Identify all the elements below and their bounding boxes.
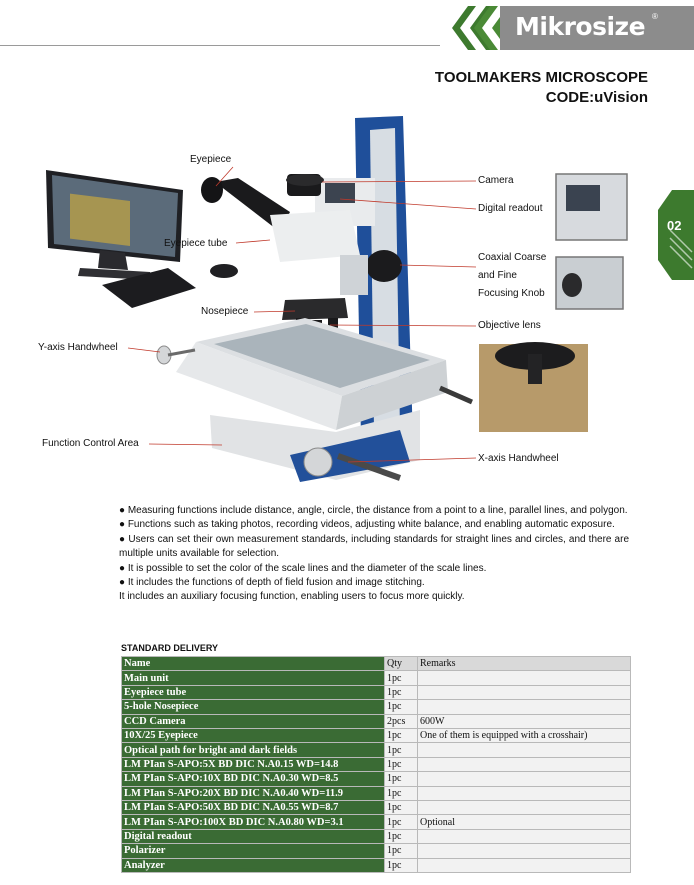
- feature-item: ● It includes the functions of depth of field fusion and image stitching.: [119, 577, 425, 589]
- callout-focus-knob-line3: Focusing Knob: [478, 288, 545, 299]
- table-row: [122, 844, 631, 858]
- header-name: Name: [122, 657, 385, 671]
- item-name-cell: LM PIan S-APO:50X BD DIC N.A0.55 WD=8.7: [122, 801, 385, 815]
- table-row: [122, 685, 631, 699]
- item-name-cell: Digital readout: [122, 829, 385, 843]
- item-qty-cell: 1pc: [385, 685, 418, 699]
- table-row: [122, 729, 631, 743]
- item-remarks-cell: [418, 772, 631, 786]
- table-row: [122, 772, 631, 786]
- item-qty-cell: 1pc: [385, 729, 418, 743]
- brand-logo: Mikrosize: [515, 12, 646, 41]
- item-remarks-cell: [418, 844, 631, 858]
- product-code: CODE:uVision: [545, 89, 648, 106]
- feature-item: ● Measuring functions include distance, angle, circle, the distance from a point to a line, parallel lines, and polygon.: [119, 505, 628, 516]
- callout-x-axis-handwheel: X-axis Handwheel: [478, 453, 559, 464]
- item-remarks-cell: [418, 829, 631, 843]
- item-name-cell: Analyzer: [122, 858, 385, 872]
- feature-item: ● Functions such as taking photos, recording videos, adjusting white balance, and enabling automatic exposure.: [119, 519, 615, 531]
- item-qty-cell: 1pc: [385, 772, 418, 786]
- table-row: [122, 801, 631, 815]
- item-name-cell: Main unit: [122, 671, 385, 685]
- mouse-icon: [210, 264, 238, 278]
- feature-item: ● It is possible to set the color of the scale lines and the diameter of the scale lines.: [119, 562, 487, 574]
- callout-camera: Camera: [478, 175, 514, 186]
- table-row: [122, 786, 631, 800]
- item-remarks-cell: Optional: [418, 815, 631, 829]
- item-name-cell: Polarizer: [122, 844, 385, 858]
- callout-objective-lens: Objective lens: [478, 320, 541, 331]
- callout-nosepiece: Nosepiece: [201, 306, 249, 317]
- item-remarks-cell: [418, 757, 631, 771]
- item-qty-cell: 1pc: [385, 743, 418, 757]
- callout-function-control-area: Function Control Area: [42, 438, 139, 449]
- item-remarks-cell: [418, 801, 631, 815]
- item-remarks-cell: [418, 700, 631, 714]
- item-name-cell: 10X/25 Eyepiece: [122, 729, 385, 743]
- callout-y-axis-handwheel: Y-axis Handwheel: [38, 342, 118, 353]
- item-name-cell: LM PIan S-APO:20X BD DIC N.A0.40 WD=11.9: [122, 786, 385, 800]
- table-row: [122, 829, 631, 843]
- item-qty-cell: 1pc: [385, 786, 418, 800]
- item-qty-cell: 1pc: [385, 700, 418, 714]
- item-qty-cell: 1pc: [385, 858, 418, 872]
- page-number: 02: [667, 218, 682, 233]
- monitor-icon: [46, 170, 183, 280]
- item-name-cell: CCD Camera: [122, 714, 385, 728]
- item-qty-cell: 2pcs: [385, 714, 418, 728]
- header-qty: Qty: [385, 657, 418, 671]
- item-remarks-cell: [418, 858, 631, 872]
- table-row: [122, 671, 631, 685]
- item-qty-cell: 1pc: [385, 829, 418, 843]
- standard-delivery-table: [121, 656, 631, 873]
- item-name-cell: LM PIan S-APO:5X BD DIC N.A0.15 WD=14.8: [122, 757, 385, 771]
- table-row: [122, 815, 631, 829]
- table-header-row: [122, 657, 631, 671]
- item-qty-cell: 1pc: [385, 671, 418, 685]
- table-row: [122, 700, 631, 714]
- item-qty-cell: 1pc: [385, 757, 418, 771]
- table-row: [122, 757, 631, 771]
- item-name-cell: LM PIan S-APO:100X BD DIC N.A0.80 WD=3.1: [122, 815, 385, 829]
- callout-digital-readout: Digital readout: [478, 203, 543, 214]
- item-qty-cell: 1pc: [385, 801, 418, 815]
- header-remarks: Remarks: [418, 657, 631, 671]
- item-name-cell: 5-hole Nosepiece: [122, 700, 385, 714]
- item-remarks-cell: [418, 743, 631, 757]
- table-row: [122, 714, 631, 728]
- feature-list: [119, 504, 629, 605]
- registered-mark: ®: [652, 12, 658, 21]
- feature-item: It includes an auxiliary focusing function, enabling users to focus more quickly.: [119, 591, 465, 603]
- item-remarks-cell: [418, 685, 631, 699]
- table-row: [122, 743, 631, 757]
- item-name-cell: Eyepiece tube: [122, 685, 385, 699]
- item-name-cell: LM PIan S-APO:10X BD DIC N.A0.30 WD=8.5: [122, 772, 385, 786]
- page-title: TOOLMAKERS MICROSCOPE: [434, 69, 648, 86]
- table-row: [122, 858, 631, 872]
- feature-item: ● Users can set their own measurement standards, including standards for straight lines and circles, and there are multiple units available for selection.: [119, 533, 629, 560]
- callout-focus-knob-line2: and Fine: [478, 270, 517, 281]
- item-remarks-cell: [418, 671, 631, 685]
- item-name-cell: Optical path for bright and dark fields: [122, 743, 385, 757]
- item-qty-cell: 1pc: [385, 815, 418, 829]
- table-title: STANDARD DELIVERY: [121, 643, 219, 653]
- callout-focus-knob-line1: Coaxial Coarse: [478, 252, 547, 263]
- item-remarks-cell: 600W: [418, 714, 631, 728]
- header-rule: [0, 45, 440, 46]
- callout-eyepiece-tube: Eyepiece tube: [164, 238, 228, 249]
- item-remarks-cell: [418, 786, 631, 800]
- item-remarks-cell: One of them is equipped with a crosshair): [418, 729, 631, 743]
- item-qty-cell: 1pc: [385, 844, 418, 858]
- callout-eyepiece: Eyepiece: [190, 154, 232, 165]
